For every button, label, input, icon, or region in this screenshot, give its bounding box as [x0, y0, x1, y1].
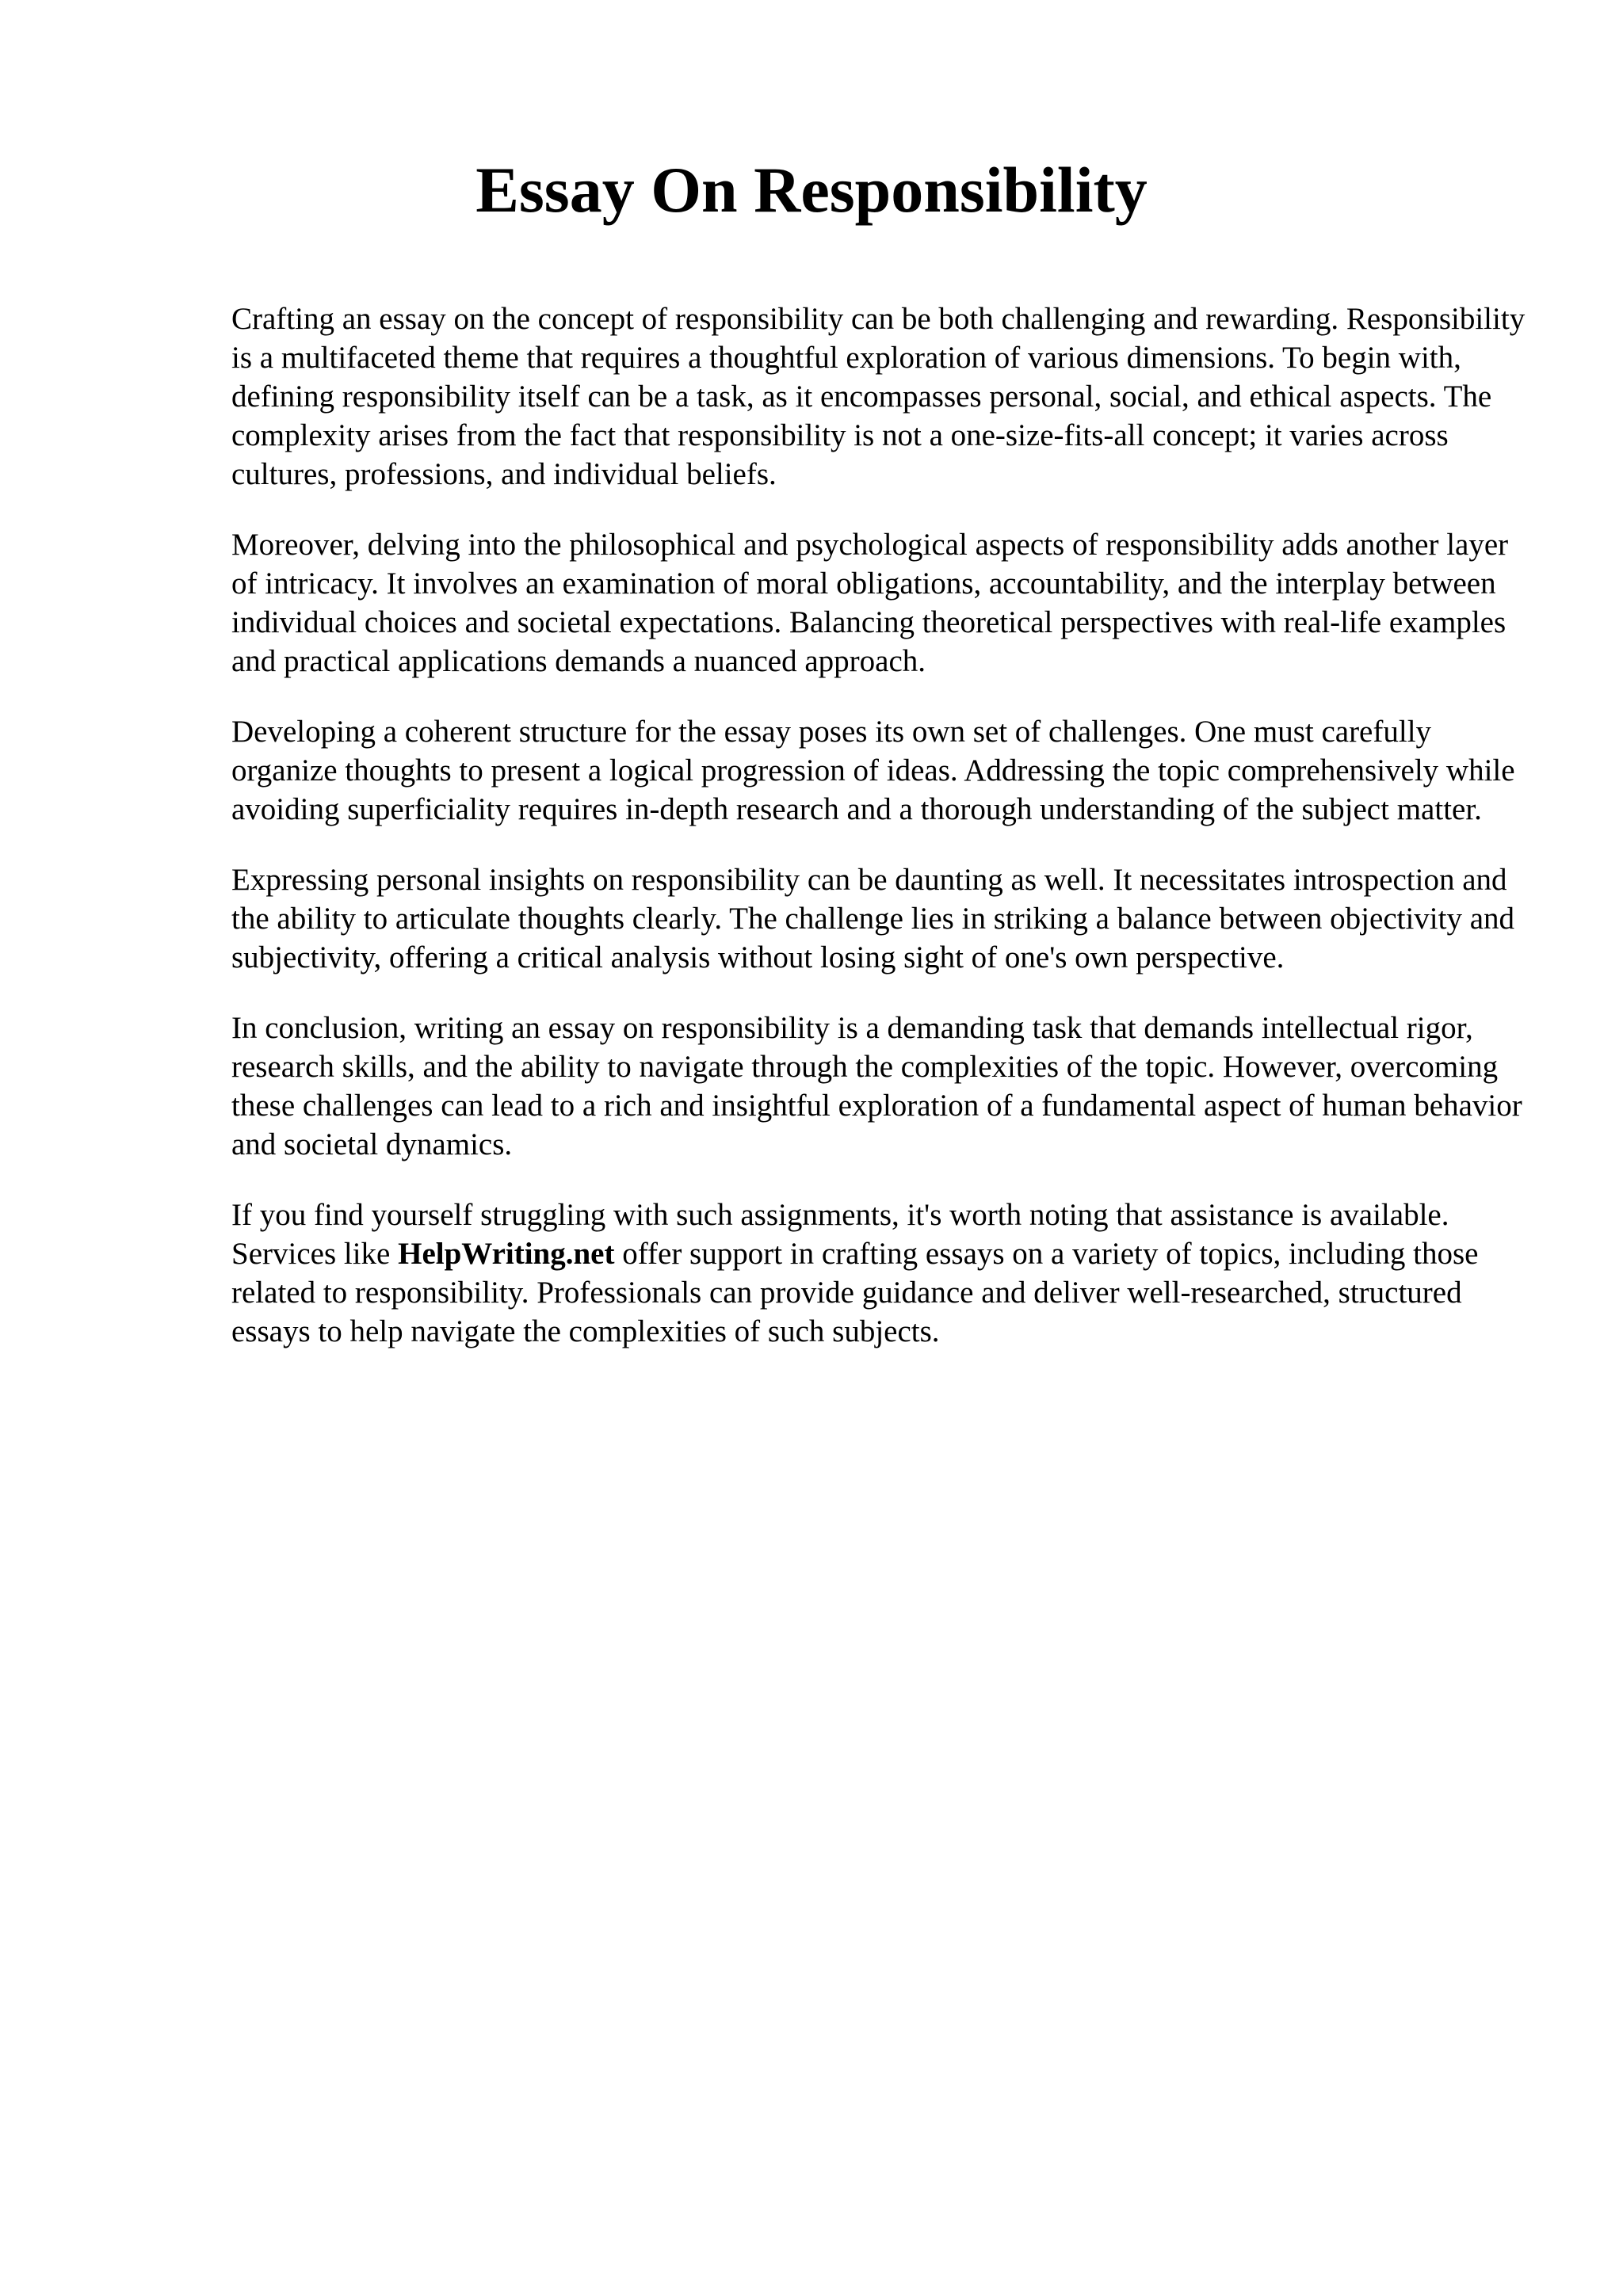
paragraph-1: Crafting an essay on the concept of responsibility can be both challenging and rewarding. Responsibility is a multifaceted theme that requires a thoughtful exploration of various dimensions. To begin with, defining responsibility itself can be a task, as it encompasses personal, social, and ethical aspects. The complexity arises from the fact that responsibility is not a one-size-fits-all concept; it varies across cultures, professions, and individual beliefs. — [231, 302, 1526, 491]
helpwriting-link[interactable]: HelpWriting.net — [398, 1237, 615, 1271]
paragraph-3: Developing a coherent structure for the essay poses its own set of challenges. One must carefully organize thoughts to present a logical progression of ideas. Addressing the topic comprehensively while avoiding superficiality requires in-depth research and a thorough understanding of the subject matter. — [231, 715, 1515, 826]
essay-body — [231, 299, 1531, 1351]
paragraph-6-tail: offer support in crafting essays on a variety of topics, including those related to responsibility. Professionals can provide guidance and deliver well-researched, structured essays to help navigate the complexities of such subjects. — [231, 1237, 1479, 1348]
paragraph-2: Moreover, delving into the philosophical and psychological aspects of responsibility adds another layer of intricacy. It involves an examination of moral obligations, accountability, and the interplay between individual choices and societal expectations. Balancing theoretical perspectives with real-life examples and practical applications demands a nuanced approach. — [231, 528, 1509, 678]
paragraph-6 — [231, 1196, 1531, 1351]
paragraph-6-lead: If you find yourself struggling with such assignments, it's worth noting that assistance is available. Services like — [231, 1198, 1449, 1271]
essay-title: Essay On Responsibility — [475, 154, 1148, 226]
paragraph-5: In conclusion, writing an essay on responsibility is a demanding task that demands intellectual rigor, research skills, and the ability to navigate through the complexities of the topic. However, overcoming these challenges can lead to a rich and insightful exploration of a fundamental aspect of human behavior and societal dynamics. — [231, 1011, 1522, 1161]
paragraph-4: Expressing personal insights on responsibility can be daunting as well. It necessitates introspection and the ability to articulate thoughts clearly. The challenge lies in striking a balance between objectivity and subjectivity, offering a critical analysis without losing sight of one's own perspective. — [231, 863, 1515, 974]
